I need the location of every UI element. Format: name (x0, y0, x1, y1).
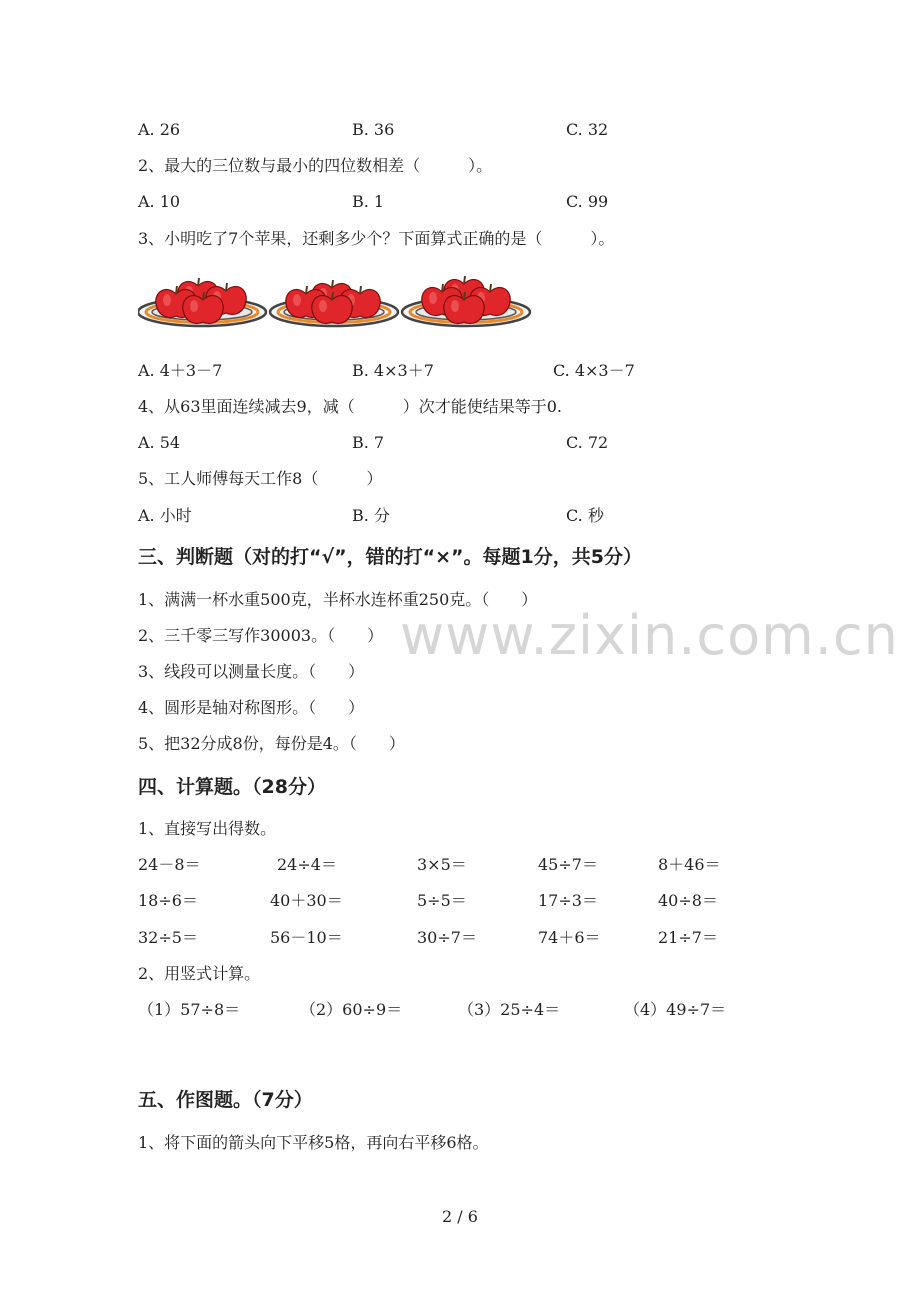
calc-r3-c2: 56－10＝ (270, 928, 343, 947)
vertical-calc-2: （2）60÷9＝ (300, 1000, 403, 1019)
judge-item-5: 5、把32分成8份，每份是4。（ ） (138, 734, 405, 753)
plate-3 (402, 276, 530, 326)
section4-sub1: 1、直接写出得数。 (138, 819, 277, 838)
section3-title: 三、判断题（对的打“√”，错的打“×”。每题1分，共5分） (138, 546, 642, 568)
calc-r2-c5: 40÷8＝ (658, 891, 718, 910)
q3-option-c: C. 4×3－7 (553, 361, 635, 380)
section5-sub1: 1、将下面的箭头向下平移5格，再向右平移6格。 (138, 1133, 489, 1152)
calc-r2-c1: 18÷6＝ (138, 891, 198, 910)
calc-r2-c4: 17÷3＝ (538, 891, 598, 910)
q2-option-b: B. 1 (352, 192, 385, 211)
plate-2 (270, 280, 398, 326)
q5-option-a: A. 小时 (138, 506, 192, 525)
q3-option-a: A. 4＋3－7 (138, 361, 223, 380)
calc-r3-c1: 32÷5＝ (138, 928, 198, 947)
vertical-calc-1: （1）57÷8＝ (138, 1000, 241, 1019)
q2-stem: 2、最大的三位数与最小的四位数相差（ ）。 (138, 156, 493, 175)
judge-item-2: 2、三千零三写作30003。（ ） (138, 626, 384, 645)
q1-option-c: C. 32 (566, 120, 609, 139)
calc-r1-c1: 24－8＝ (138, 855, 201, 874)
q4-option-c: C. 72 (566, 433, 609, 452)
calc-r3-c3: 30÷7＝ (417, 928, 477, 947)
section4-sub2: 2、用竖式计算。 (138, 964, 261, 983)
q2-option-a: A. 10 (138, 192, 181, 211)
calc-r3-c5: 21÷7＝ (658, 928, 718, 947)
calc-r1-c4: 45÷7＝ (538, 855, 598, 874)
q3-option-b: B. 4×3＋7 (352, 361, 434, 380)
watermark: www.zixin.com.cn (400, 604, 899, 667)
q1-option-b: B. 36 (352, 120, 395, 139)
section4-title: 四、计算题。（28分） (138, 776, 326, 798)
q4-option-b: B. 7 (352, 433, 385, 452)
q5-stem: 5、工人师傅每天工作8（ ） (138, 469, 383, 488)
q3-stem: 3、小明吃了7个苹果，还剩多少个？下面算式正确的是（ ）。 (138, 229, 615, 248)
q4-option-a: A. 54 (138, 433, 181, 452)
judge-item-4: 4、圆形是轴对称图形。（ ） (138, 698, 365, 717)
page-number: 2 / 6 (442, 1207, 478, 1226)
q5-option-b: B. 分 (352, 506, 390, 525)
calc-r1-c3: 3×5＝ (417, 855, 467, 874)
calc-r1-c2: 24÷4＝ (277, 855, 337, 874)
q1-option-a: A. 26 (138, 120, 181, 139)
section5-title: 五、作图题。（7分） (138, 1089, 313, 1111)
calc-r2-c2: 40＋30＝ (270, 891, 343, 910)
q2-option-c: C. 99 (566, 192, 609, 211)
q4-stem: 4、从63里面连续减去9，减（ ）次才能使结果等于0. (138, 397, 562, 416)
plate-1 (138, 278, 266, 326)
calc-r3-c4: 74＋6＝ (538, 928, 601, 947)
judge-item-3: 3、线段可以测量长度。（ ） (138, 662, 365, 681)
q5-option-c: C. 秒 (566, 506, 604, 525)
apple-plates-image (138, 270, 538, 332)
vertical-calc-3: （3）25÷4＝ (458, 1000, 561, 1019)
calc-r1-c5: 8＋46＝ (658, 855, 721, 874)
calc-r2-c3: 5÷5＝ (417, 891, 467, 910)
judge-item-1: 1、满满一杯水重500克，半杯水连杯重250克。（ ） (138, 590, 538, 609)
vertical-calc-4: （4）49÷7＝ (624, 1000, 727, 1019)
